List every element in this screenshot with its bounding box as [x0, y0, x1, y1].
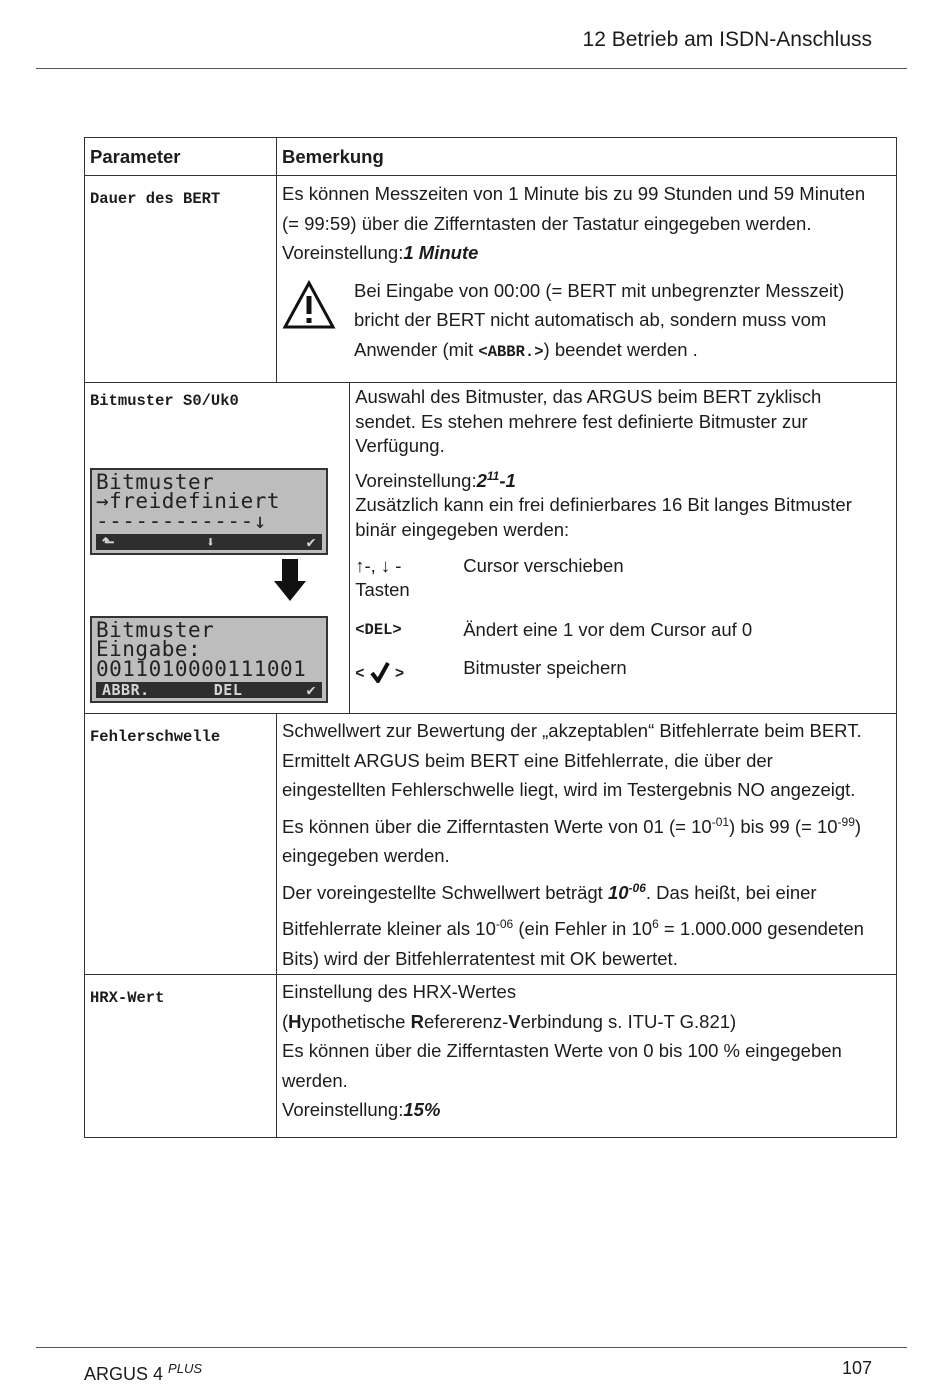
remark-line: werden.: [282, 1069, 348, 1091]
param-cell: [85, 383, 350, 714]
key-bracket: <: [355, 665, 365, 684]
softkey-confirm-icon: ✔: [306, 681, 316, 699]
remark-line: eingestellten Fehlerschwelle liegt, wird im Testergebnis NO angezeigt.: [282, 779, 856, 800]
warning-text: [354, 276, 891, 368]
column-header-remark: Bemerkung: [277, 138, 897, 176]
text-part: ypothetische: [301, 1010, 411, 1032]
lcd-line: 0011010000111001: [96, 659, 307, 679]
param-name-bitmuster: Bitmuster S0/Uk0: [90, 392, 239, 410]
remark-line: [282, 910, 891, 944]
default-label: Voreinstellung:: [282, 1099, 404, 1120]
warning-text-part: ) beendet werden .: [543, 338, 698, 360]
remark-line: (= 99:59) über die Zifferntasten der Tastatur eingegeben werden.: [282, 212, 812, 234]
text-part: Es können über die Zifferntasten Werte von 01 (= 10: [282, 815, 712, 837]
default-label: Voreinstellung:: [282, 242, 404, 263]
table-row: [85, 714, 897, 975]
remark-line: Schwellwert zur Bewertung der „akzeptablen“ Bitfehlerrate beim BERT.: [282, 720, 862, 741]
softkey-abbr-label: ABBR.: [102, 681, 150, 699]
warning-icon: [282, 276, 354, 368]
key-bracket: >: [394, 665, 405, 684]
text-part: . Das heißt, bei einer: [645, 881, 817, 903]
text-part: (ein Fehler in 10: [513, 918, 653, 940]
key-arrows: ↑-, ↓ -: [355, 555, 402, 577]
text-part: = 1.000.000 gesendeten: [658, 918, 864, 940]
remark-line: Einstellung des HRX-Wertes: [282, 981, 517, 1002]
param-cell: [85, 714, 277, 975]
default-value: [477, 470, 516, 491]
text-part: Bitfehlerrate kleiner als 10: [282, 918, 496, 940]
default-base: 10: [607, 881, 629, 903]
product-suffix: PLUS: [168, 1361, 203, 1376]
lcd-screen-input: [90, 616, 344, 704]
param-cell: [85, 176, 277, 383]
softkey-confirm-icon: ✔: [306, 533, 316, 551]
header-divider: [36, 68, 907, 69]
list-item: [355, 554, 891, 602]
checkmark-icon: [370, 661, 390, 683]
remark-line: binär eingegeben werden:: [355, 518, 570, 540]
param-name-dauer: Dauer des BERT: [90, 190, 221, 208]
text-part: ) bis 99 (= 10: [729, 815, 838, 837]
lcd-display: [90, 616, 328, 704]
remark-line: [282, 1007, 891, 1037]
text-part: V: [508, 1010, 521, 1032]
lcd-line: Bitmuster: [96, 620, 215, 640]
product-name: ARGUS 4: [84, 1364, 164, 1384]
key-label-del: <DEL>: [355, 621, 402, 640]
default-setting: [282, 238, 891, 268]
warning-note: [282, 276, 891, 368]
warning-line: [354, 335, 891, 368]
remark-line: Zusätzlich kann ein frei definierbares 16 Bit langes Bitmuster: [355, 494, 852, 516]
remark-line: Bits) wird der Bitfehlerratentest mit OK bewertet.: [282, 947, 678, 969]
lcd-softkey-bar: [96, 534, 322, 550]
remark-line: Auswahl des Bitmuster, das ARGUS beim BERT zyklisch: [355, 386, 822, 407]
page-header-title: 12 Betrieb am ISDN-Anschluss: [582, 28, 872, 51]
parameter-table: [84, 137, 897, 1138]
exponent: 6: [652, 917, 659, 932]
key-label: [355, 554, 463, 602]
lcd-screen-select: [90, 468, 344, 556]
text-part: efererenz-: [423, 1010, 509, 1032]
text-part: (: [282, 1010, 289, 1032]
lcd-line: Eingabe:: [96, 640, 202, 660]
lcd-line: →freidefiniert: [96, 492, 281, 512]
exponent: -99: [837, 814, 855, 829]
table-row: [85, 975, 897, 1138]
key-tasten: Tasten: [355, 579, 410, 601]
remark-line: Verfügung.: [355, 435, 445, 456]
text-part: H: [288, 1010, 302, 1032]
footer-product: [84, 1361, 202, 1385]
arrow-down-icon: [272, 559, 312, 610]
abbr-key-label: <ABBR.>: [478, 342, 544, 361]
default-label: Voreinstellung:: [355, 469, 477, 491]
remark-line: eingegeben werden.: [282, 845, 450, 867]
softkey-up-icon: ⬑: [102, 533, 116, 551]
exponent: -06: [628, 880, 646, 895]
lcd-line: ------------↓: [96, 511, 267, 531]
warning-line: bricht der BERT nicht automatisch ab, sondern muss vom: [354, 309, 827, 330]
table-row: [85, 383, 897, 714]
param-name-hrx: HRX-Wert: [90, 989, 165, 1007]
warning-line: Bei Eingabe von 00:00 (= BERT mit unbegrenzter Messzeit): [354, 279, 845, 301]
default-value: 1 Minute: [403, 242, 479, 263]
default-setting: [355, 464, 891, 494]
remark-line: [282, 874, 891, 908]
key-description: Bitmuster speichern: [463, 657, 627, 679]
param-name-fehlerschwelle: Fehlerschwelle: [90, 728, 221, 746]
table-row: [85, 176, 897, 383]
lcd-line: Bitmuster: [96, 472, 215, 492]
table-header-row: [85, 138, 897, 176]
param-cell: [85, 975, 277, 1138]
text-part: R: [410, 1010, 424, 1032]
text-part: erbindung s. ITU-T G.821): [520, 1010, 737, 1032]
warning-text-part: Anwender (mit: [354, 338, 479, 360]
key-description: Cursor verschieben: [463, 555, 624, 577]
list-item: [355, 618, 891, 642]
lcd-display: [90, 468, 328, 556]
key-list: [355, 554, 891, 686]
exponent: -01: [711, 814, 730, 829]
default-suffix: -1: [499, 469, 516, 491]
default-base: 2: [476, 469, 487, 491]
text-part: Der voreingestellte Schwellwert beträgt: [282, 881, 608, 903]
default-setting: [282, 1095, 891, 1125]
key-description: Ändert eine 1 vor dem Cursor auf 0: [463, 619, 753, 641]
list-item: [355, 656, 891, 686]
remark-line: Ermittelt ARGUS beim BERT eine Bitfehlerrate, die über der: [282, 749, 773, 771]
page-number: 107: [841, 1358, 872, 1378]
column-header-parameter: Parameter: [85, 138, 277, 176]
lcd-softkey-bar: [96, 682, 322, 698]
softkey-del-label: DEL: [213, 681, 243, 699]
softkey-down-icon: ⬇: [205, 533, 216, 551]
remark-cell: [277, 176, 897, 383]
remark-line: Es können Messzeiten von 1 Minute bis zu 99 Stunden und 59 Minuten: [282, 183, 866, 204]
key-label-confirm: [355, 656, 463, 686]
exponent: -06: [495, 917, 514, 932]
remark-cell: [277, 714, 897, 975]
default-exponent: 11: [486, 468, 500, 483]
footer-divider: [36, 1347, 907, 1348]
remark-line: [282, 808, 891, 842]
text-part: ): [854, 815, 862, 837]
remark-line: sendet. Es stehen mehrere fest definierte Bitmuster zur: [355, 410, 808, 432]
remark-line: Es können über die Zifferntasten Werte von 0 bis 100 % eingegeben: [282, 1040, 842, 1061]
remark-cell: [350, 383, 897, 714]
default-value: 15%: [403, 1099, 441, 1120]
remark-cell: [277, 975, 897, 1138]
default-value: [608, 882, 646, 903]
